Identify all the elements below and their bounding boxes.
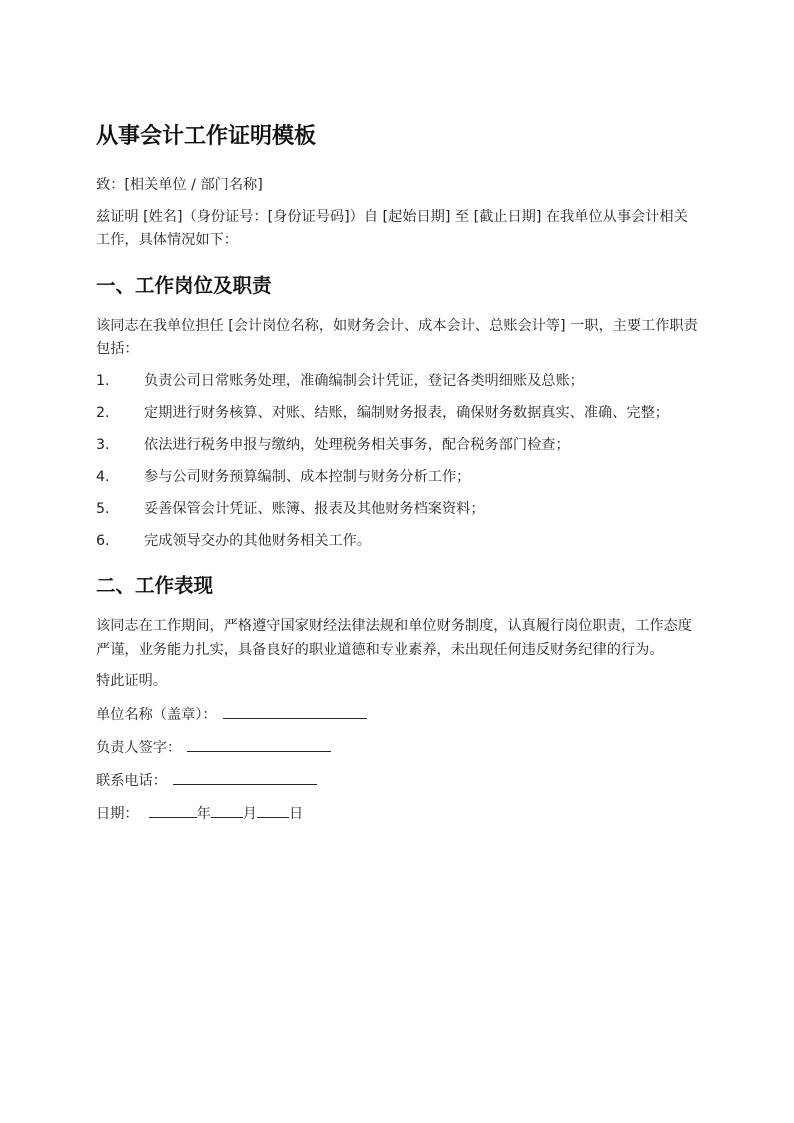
list-item — [96, 530, 700, 554]
list-item — [96, 370, 700, 394]
list-item-number: 3. — [96, 436, 110, 453]
list-item-text: 妥善保管会计凭证、账簿、报表及其他财务档案资料； — [144, 500, 485, 517]
list-item — [96, 498, 700, 522]
list-item-text: 完成领导交办的其他财务相关工作。 — [144, 532, 372, 549]
closing-line: 特此证明。 — [96, 673, 167, 689]
section-heading-duties: 一、工作岗位及职责 — [96, 273, 272, 297]
year-label: 年 — [196, 805, 211, 822]
date-row — [96, 801, 700, 827]
signer-label: 负责人签字： — [96, 739, 182, 756]
unit-name-blank — [223, 702, 367, 719]
duties-intro: 该同志在我单位担任 [会计岗位名称，如财务会计、成本会计、总账会计等] 一职，主要工作职责包括： — [96, 317, 698, 357]
phone-row — [96, 768, 700, 794]
day-label: 日 — [288, 805, 304, 822]
list-item — [96, 402, 700, 426]
unit-name-label: 单位名称（盖章）： — [96, 706, 217, 723]
list-item — [96, 434, 700, 458]
signer-blank — [187, 735, 331, 752]
signer-row — [96, 735, 700, 761]
year-blank — [149, 801, 197, 818]
list-item-number: 6. — [96, 532, 110, 549]
list-item-text: 定期进行财务核算、对账、结账，编制财务报表，确保财务数据真实、准确、完整； — [144, 404, 669, 421]
unit-name-row — [96, 702, 700, 728]
day-blank — [257, 801, 289, 818]
performance-paragraph: 该同志在工作期间，严格遵守国家财经法律法规和单位财务制度，认真履行岗位职责，工作态度严谨，业务能力扎实，具备良好的职业道德和专业素养，未出现任何违反财务纪律的行为。 — [96, 618, 692, 658]
list-item-text: 负责公司日常账务处理，准确编制会计凭证，登记各类明细账及总账； — [144, 372, 584, 389]
phone-blank — [173, 768, 317, 785]
list-item-number: 2. — [96, 404, 110, 421]
list-item-number: 5. — [96, 500, 110, 517]
intro-paragraph: 兹证明 [姓名]（身份证号：[身份证号码]）自 [起始日期] 至 [截止日期] 在我单位从事会计相关工作，具体情况如下： — [96, 208, 688, 248]
list-item-text: 依法进行税务申报与缴纳，处理税务相关事务，配合税务部门检查； — [144, 436, 570, 453]
month-label: 月 — [242, 805, 257, 822]
addressee-line: 致：[相关单位 / 部门名称] — [96, 177, 263, 193]
duties-list — [96, 370, 700, 554]
document-title: 从事会计工作证明模板 — [96, 124, 317, 149]
month-blank — [211, 801, 243, 818]
list-item-number: 1. — [96, 372, 110, 389]
list-item — [96, 466, 700, 490]
list-item-number: 4. — [96, 468, 110, 485]
date-label: 日期： — [96, 805, 139, 822]
certificate-document — [96, 118, 700, 834]
list-item-text: 参与公司财务预算编制、成本控制与财务分析工作； — [144, 468, 471, 485]
section-heading-performance: 二、工作表现 — [96, 574, 214, 597]
phone-label: 联系电话： — [96, 772, 167, 789]
